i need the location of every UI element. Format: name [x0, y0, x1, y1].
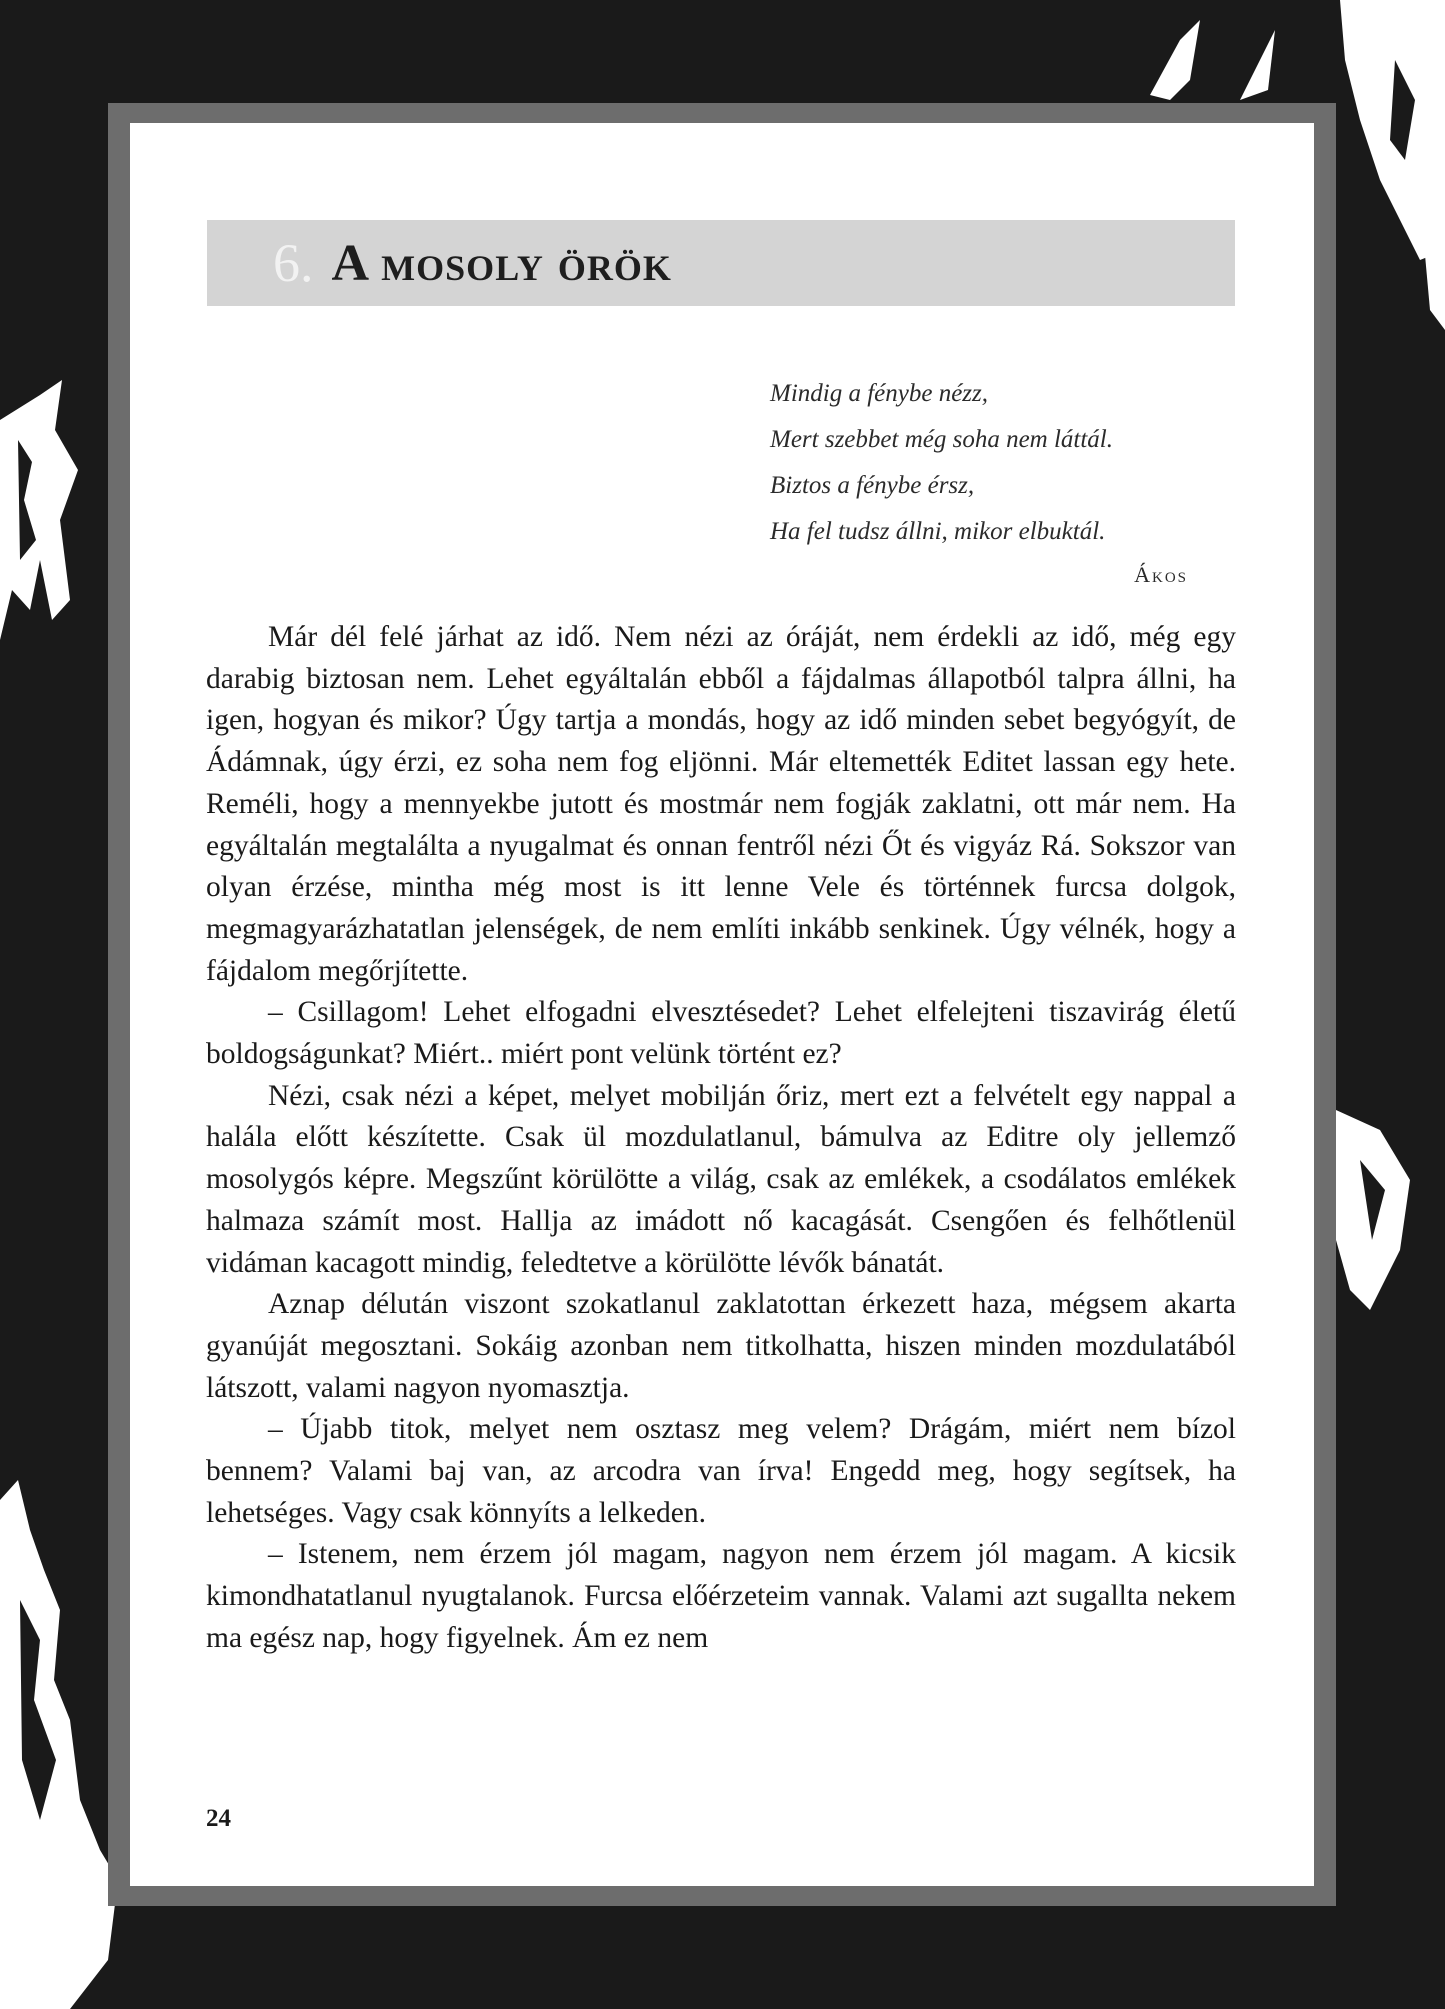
chapter-heading — [207, 220, 1235, 306]
body-text — [206, 617, 1236, 1660]
paragraph: – Csillagom! Lehet elfogadni elvesztésedet? Lehet elfelejteni tiszavirág életű boldogságunkat? Miért.. miért pont velünk történt ez? — [206, 996, 1236, 1071]
epigraph-line: Ha fel tudsz állni, mikor elbuktál. — [770, 518, 1106, 545]
paragraph: – Istenem, nem érzem jól magam, nagyon nem érzem jól magam. A kicsik kimondhatatlanul nyugtalanok. Furcsa előérzeteim vannak. Valami azt sugallta nekem ma egész nap, hogy figyelnek. Ám ez nem — [206, 1538, 1236, 1654]
chapter-title: A mosoly örök — [331, 234, 672, 292]
page-frame — [108, 103, 1336, 1906]
epigraph — [770, 371, 1190, 595]
paragraph: – Újabb titok, melyet nem osztasz meg velem? Drágám, miért nem bízol bennem? Valami baj van, az arcodra van írva! Engedd meg, hogy segítsek, ha lehetséges. Vagy csak könnyíts a lelkeden. — [206, 1413, 1236, 1529]
chapter-number: 6. — [273, 233, 314, 293]
epigraph-author: Ákos — [1134, 562, 1188, 587]
page-number: 24 — [206, 1805, 231, 1832]
book-page — [130, 123, 1314, 1886]
paragraph: Nézi, csak nézi a képet, melyet mobilján őriz, mert ezt a felvételt egy nappal a halála előtt készítette. Csak ül mozdulatlanul, bámulva az Editre oly jellemző mosolygós képre. Megszűnt körülötte a világ, csak az emlékek, a csodálatos emlékek halmaza számít most. Hallja az imádott nő kacagását. Csengően és felhőtlenül vidáman kacagott mindig, feledtetve a körülötte lévők bánatát. — [206, 1079, 1236, 1279]
epigraph-line: Mert szebbet még soha nem láttál. — [770, 426, 1114, 453]
paragraph: Már dél felé járhat az idő. Nem nézi az óráját, nem érdekli az idő, még egy darabig biztosan nem. Lehet egyáltalán ebből a fájdalmas állapotból talpra állni, ha igen, hogyan és mikor? Úgy tartja a mondás, hogy az idő minden sebet begyógyít, de Ádámnak, úgy érzi, ez soha nem fog eljönni. Már eltemették Editet lassan egy hete. Reméli, hogy a mennyekbe jutott és mostmár nem fogják zaklatni, ott már nem. Ha egyáltalán megtalálta a nyugalmat és onnan fentről nézi Őt és vigyáz Rá. Sokszor van olyan érzése, mintha még most is itt lenne Vele és történnek furcsa dolgok, megmagyarázhatatlan jelenségek, de nem említi inkább senkinek. Úgy vélnék, hogy a fájdalom megőrjítette. — [206, 621, 1236, 987]
paragraph: Aznap délután viszont szokatlanul zaklatottan érkezett haza, mégsem akarta gyanúját megosztani. Sokáig azonban nem titkolhatta, hiszen minden mozdulatából látszott, valami nagyon nyomasztja. — [206, 1288, 1236, 1404]
epigraph-line: Biztos a fénybe érsz, — [770, 472, 975, 499]
epigraph-line: Mindig a fénybe nézz, — [770, 380, 989, 407]
